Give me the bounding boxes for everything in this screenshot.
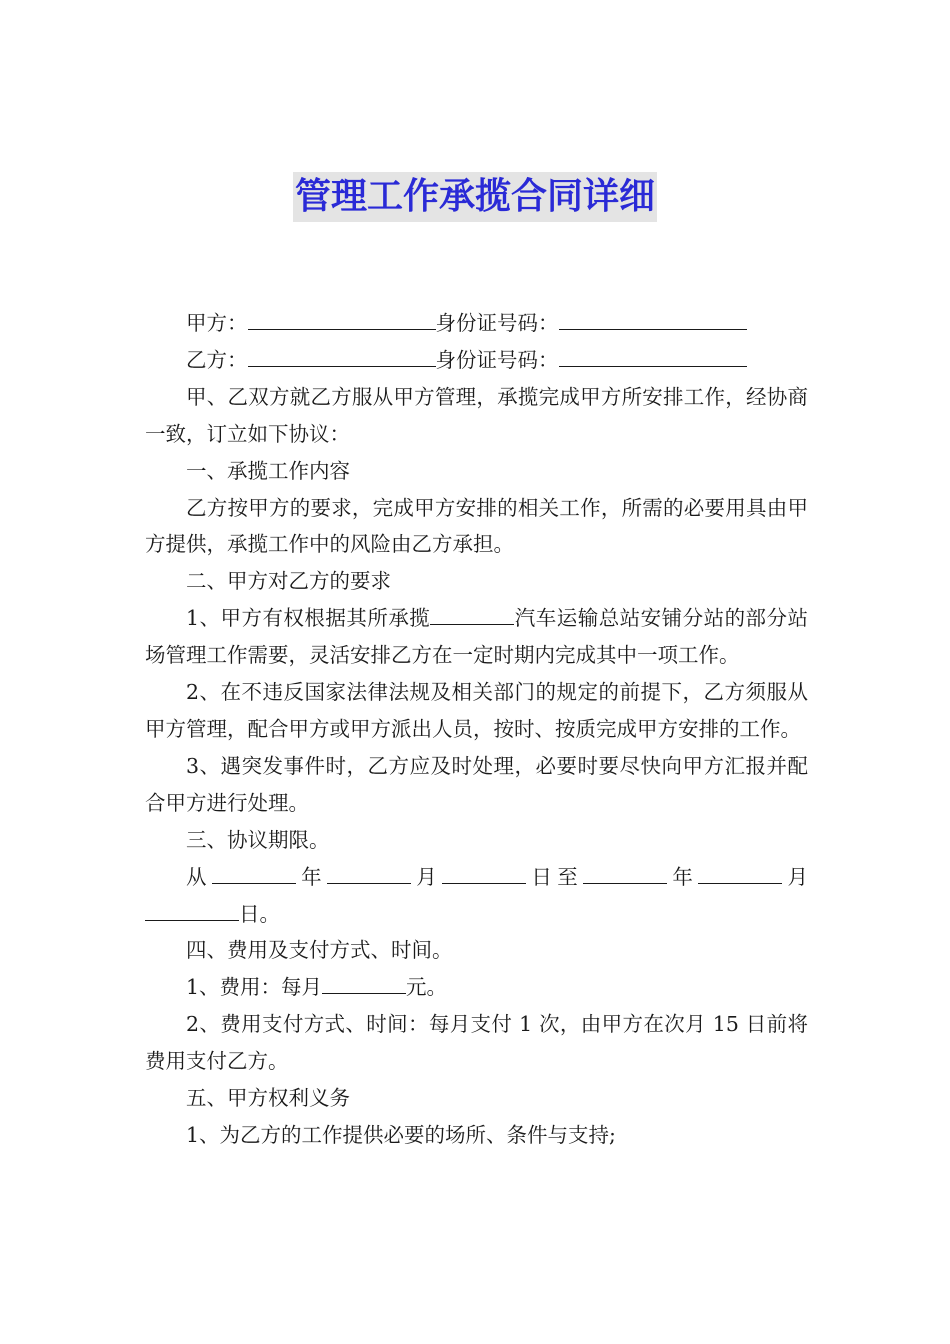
end-month-blank xyxy=(698,861,782,884)
fee-post: 元。 xyxy=(406,975,448,1000)
section-2-item-1-pre: 1、甲方有权根据其所承揽 xyxy=(186,606,431,631)
section-2-item-2: 2、在不违反国家法律法规及相关部门的规定的前提下，乙方须服从甲方管理，配合甲方或甲方派出人员，按时、按质完成甲方安排的工作。 xyxy=(145,680,808,741)
start-year-blank xyxy=(212,861,296,884)
section-3-term xyxy=(145,859,808,933)
section-2-item-3: 3、遇突发事件时，乙方应及时处理，必要时要尽快向甲方汇报并配合甲方进行处理。 xyxy=(145,753,808,815)
section-1-text: 乙方按甲方的要求，完成甲方安排的相关工作，所需的必要用具由甲方提供，承揽工作中的风险由乙方承担。 xyxy=(145,495,808,557)
party-b-name-blank xyxy=(248,344,436,367)
party-a-line xyxy=(145,305,808,342)
document-title: 管理工作承揽合同详细 xyxy=(293,172,657,222)
section-2-heading: 二、甲方对乙方的要求 xyxy=(186,569,391,594)
intro-paragraph: 甲、乙双方就乙方服从甲方管理，承揽完成甲方所安排工作，经协商一致，订立如下协议： xyxy=(145,384,808,446)
party-b-label: 乙方： xyxy=(186,347,248,372)
section-5-heading: 五、甲方权利义务 xyxy=(186,1086,350,1111)
term-day-to: 日至 xyxy=(526,864,584,889)
term-year-2: 年 xyxy=(667,864,699,889)
term-month-2: 月 xyxy=(782,864,809,889)
term-month-1: 月 xyxy=(410,864,443,889)
term-year-1: 年 xyxy=(295,864,327,889)
party-b-id-label: 身份证号码： xyxy=(435,347,559,372)
title-container xyxy=(0,172,950,222)
document-body xyxy=(145,305,808,1154)
start-day-blank xyxy=(442,861,526,884)
end-year-blank xyxy=(583,861,667,884)
section-5-item-1: 1、为乙方的工作提供必要的场所、条件与支持; xyxy=(186,1122,616,1147)
fee-amount-blank xyxy=(322,971,406,994)
fee-pre: 1、费用：每月 xyxy=(186,975,323,1000)
party-a-label: 甲方： xyxy=(186,311,248,335)
term-from: 从 xyxy=(186,864,212,889)
party-a-id-label: 身份证号码： xyxy=(435,311,559,335)
section-4-heading: 四、费用及支付方式、时间。 xyxy=(186,938,453,963)
section-4-item-2: 2、费用支付方式、时间：每月支付 1 次，由甲方在次月 15 日前将费用支付乙方。 xyxy=(145,1012,808,1074)
section-1-heading: 一、承揽工作内容 xyxy=(186,458,350,483)
section-2-item-1 xyxy=(145,600,808,674)
party-b-id-blank xyxy=(559,344,747,367)
term-day-end: 日。 xyxy=(239,901,280,926)
section-4-item-1 xyxy=(145,969,808,1006)
party-a-name-blank xyxy=(248,307,436,330)
end-day-blank xyxy=(145,898,239,921)
start-month-blank xyxy=(327,861,411,884)
section-2-item-1-post: 汽车运输总站安铺分站的部分站场管理工作需要，灵活安排乙方在一定时期内完成其中一项工作。 xyxy=(145,606,809,668)
party-b-line xyxy=(145,342,808,379)
section-3-heading: 三、协议期限。 xyxy=(186,827,330,852)
company-name-blank xyxy=(430,602,514,625)
party-a-id-blank xyxy=(559,307,747,330)
